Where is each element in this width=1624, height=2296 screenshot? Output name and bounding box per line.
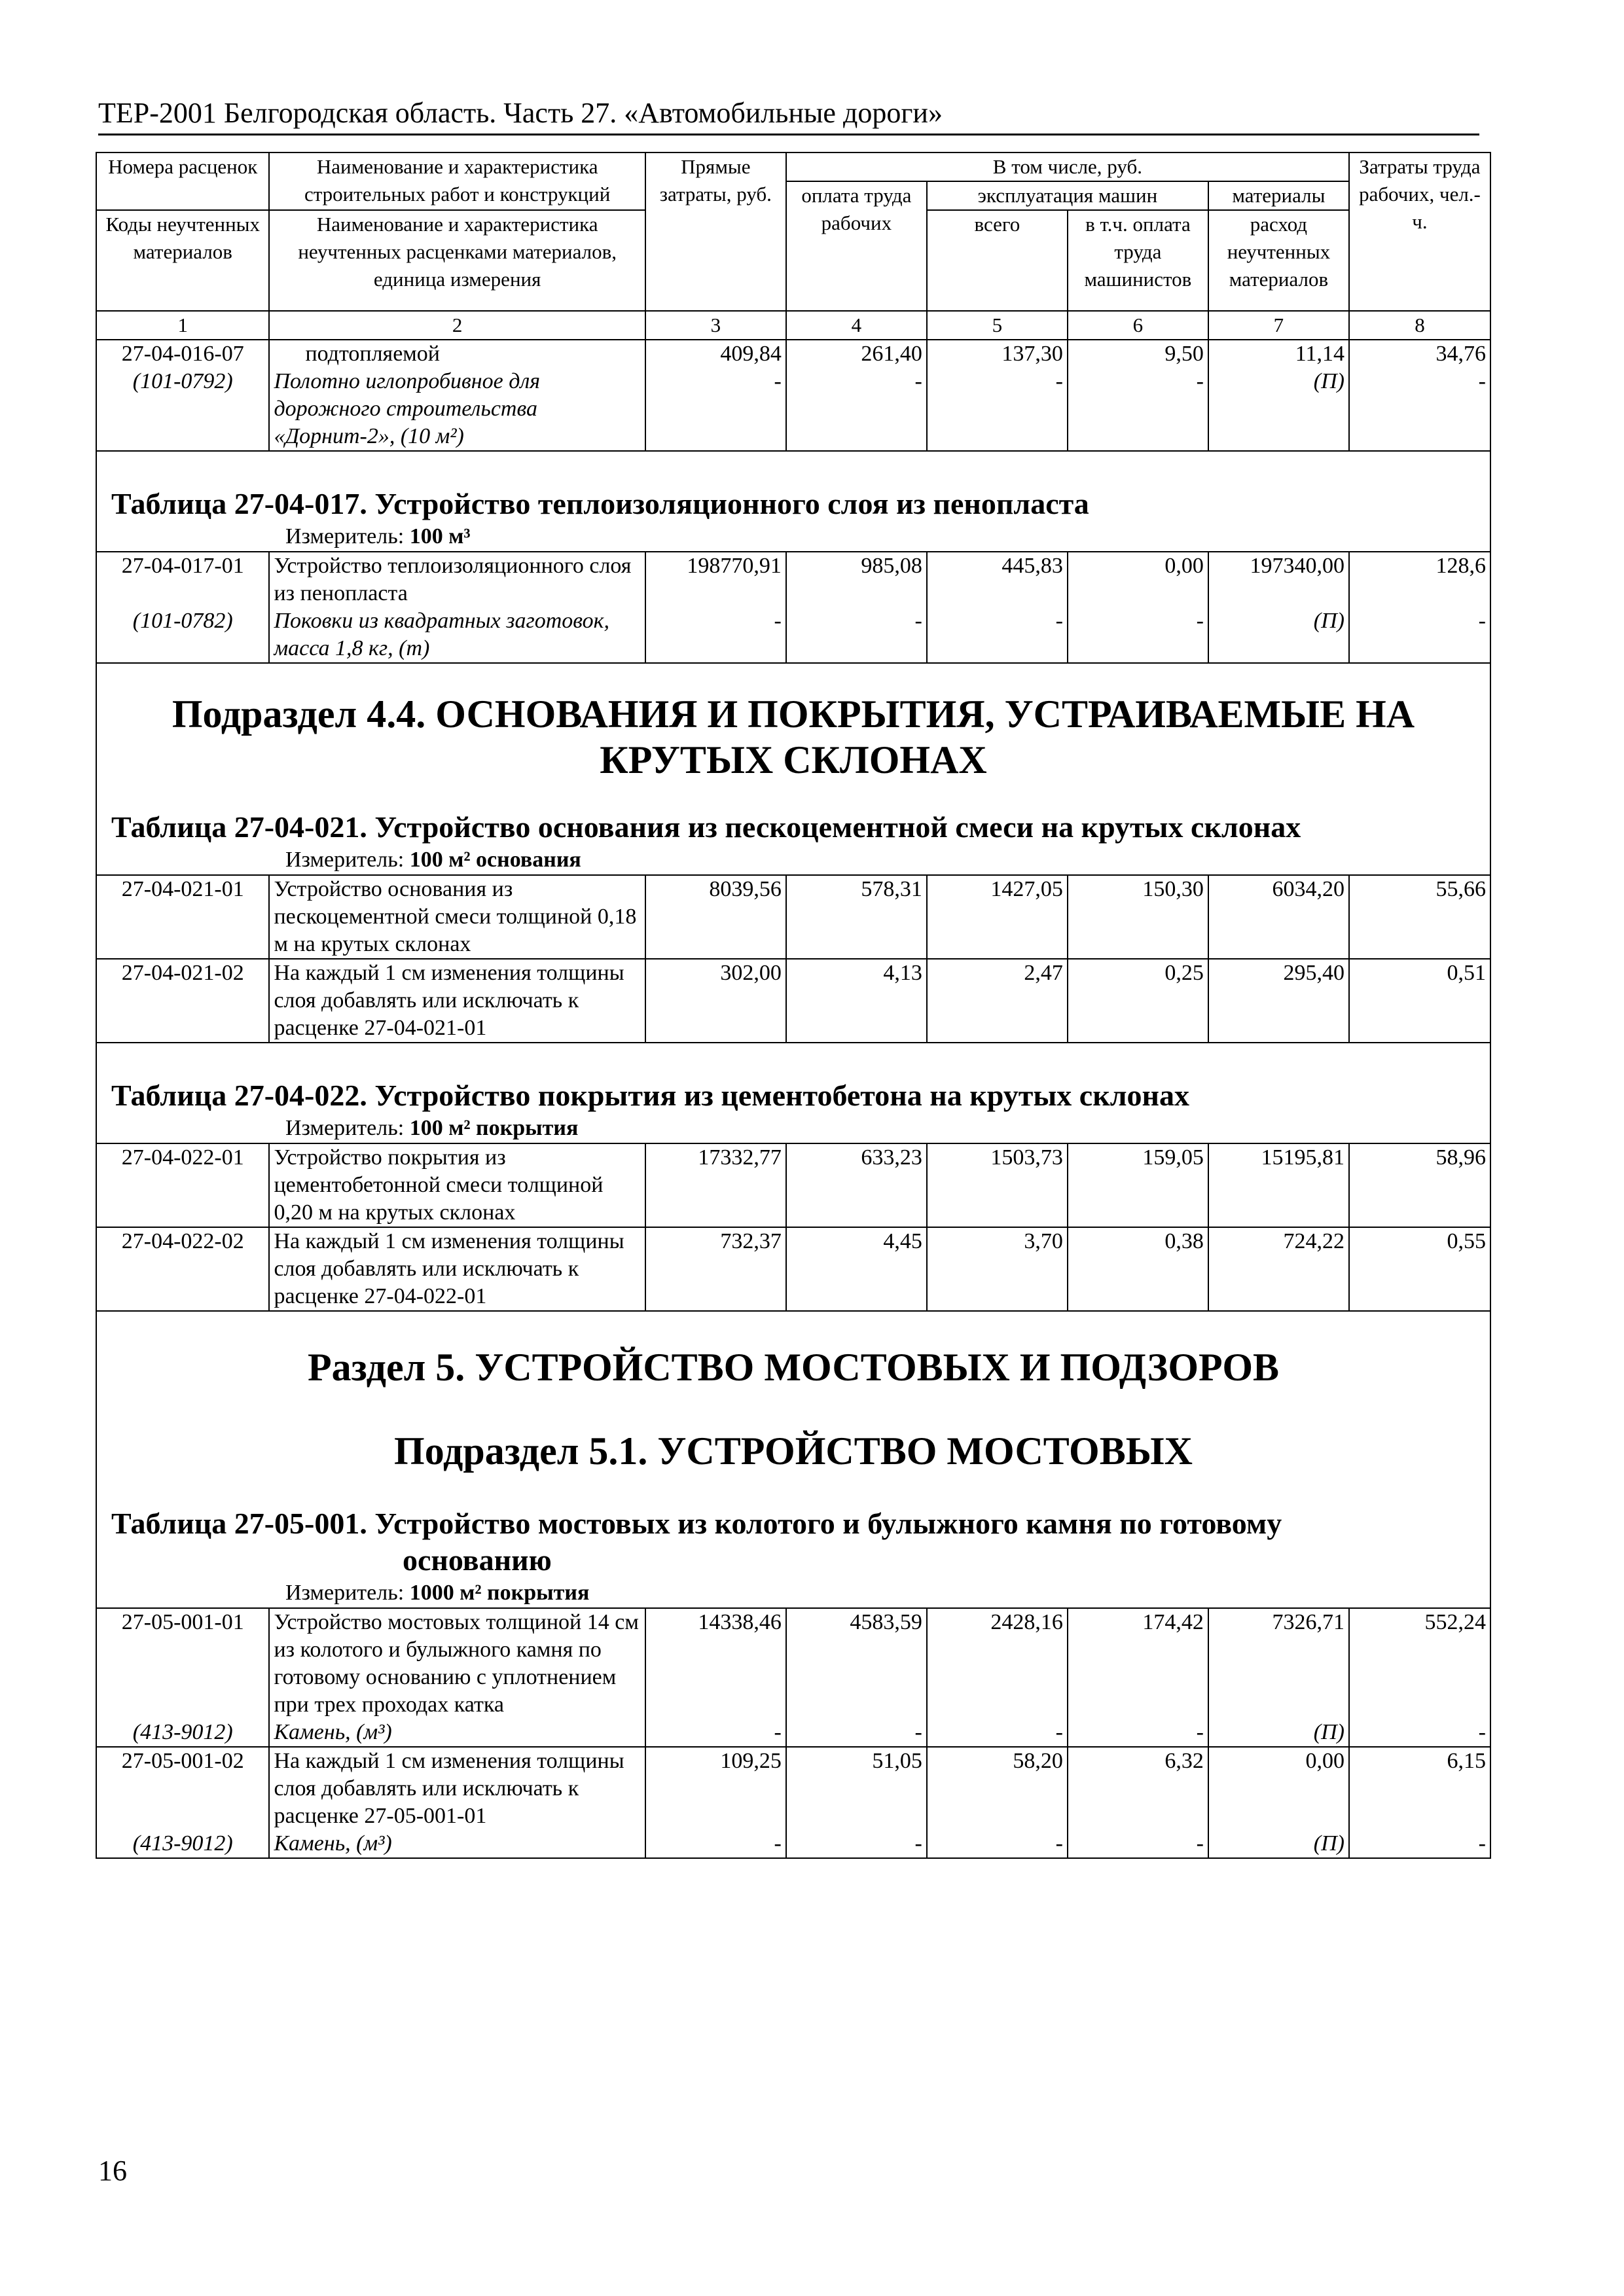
direct-cost: - xyxy=(645,1830,786,1858)
subsection-title: Подраздел 4.4. ОСНОВАНИЯ И ПОКРЫТИЯ, УСТРАИВАЕМЫЕ НА КРУТЫХ СКЛОНАХ xyxy=(171,692,1415,781)
operator-wages: 0,00 xyxy=(1068,552,1208,607)
labor-hours: 58,96 xyxy=(1349,1143,1490,1227)
col-header-machines: эксплуатация машин xyxy=(927,181,1208,210)
col-header-rate-number: Номера расценок xyxy=(96,152,269,210)
direct-cost: 14338,46 xyxy=(645,1608,786,1719)
measure-unit: Измеритель: 100 м² основания xyxy=(285,848,581,872)
table-row xyxy=(96,1747,1490,1830)
rate-name: Устройство основания из пескоцементной смеси толщиной 0,18 м на крутых склонах xyxy=(269,875,645,959)
materials: 197340,00 xyxy=(1208,552,1349,607)
worker-wages: - xyxy=(786,1719,927,1747)
col-number: 5 xyxy=(927,311,1068,340)
col-header-operator-wages: в т.ч. оплата труда машинистов xyxy=(1068,210,1208,311)
measure-unit: Измеритель: 100 м³ xyxy=(285,524,471,548)
labor-hours: - xyxy=(1349,368,1490,451)
rate-code: 27-04-022-02 xyxy=(96,1227,269,1311)
rate-name: Устройство теплоизоляционного слоя из пенопласта xyxy=(269,552,645,607)
table-title: Таблица 27-04-022. Устройство покрытия из цементобетона на крутых склонах xyxy=(111,1079,1190,1112)
worker-wages: - xyxy=(786,368,927,451)
col-header-material-codes: Коды неучтенных материалов xyxy=(96,210,269,311)
worker-wages: - xyxy=(786,607,927,663)
rate-name: Устройство мостовых толщиной 14 см из колотого и булыжного камня по готовому основанию с уплотнением при трех проходах катка xyxy=(269,1608,645,1719)
material-name: Поковки из квадратных заготовок, масса 1,8 кг, (т) xyxy=(269,607,645,663)
operator-wages: - xyxy=(1068,1830,1208,1858)
col-header-machines-total: всего xyxy=(927,210,1068,311)
materials: 15195,81 xyxy=(1208,1143,1349,1227)
labor-hours: 0,55 xyxy=(1349,1227,1490,1311)
machines-total: 2,47 xyxy=(927,959,1068,1043)
measure-unit: Измеритель: 1000 м² покрытия xyxy=(285,1581,590,1605)
materials: 295,40 xyxy=(1208,959,1349,1043)
labor-hours: 6,15 xyxy=(1349,1747,1490,1830)
worker-wages: 578,31 xyxy=(786,875,927,959)
col-number: 8 xyxy=(1349,311,1490,340)
rate-code: 27-04-017-01 xyxy=(96,552,269,607)
measure-unit: Измеритель: 100 м² покрытия xyxy=(285,1116,579,1140)
labor-hours: - xyxy=(1349,1719,1490,1747)
material-code: (413-9012) xyxy=(96,1830,269,1858)
table-row xyxy=(96,1608,1490,1719)
materials: (П) xyxy=(1208,1719,1349,1747)
col-header-worker-wages: оплата труда рабочих xyxy=(786,181,927,311)
col-header-unaccounted-materials: расход неучтенных материалов xyxy=(1208,210,1349,311)
labor-hours: 0,51 xyxy=(1349,959,1490,1043)
labor-hours: 552,24 xyxy=(1349,1608,1490,1719)
worker-wages: 51,05 xyxy=(786,1747,927,1830)
direct-cost: - xyxy=(645,368,786,451)
col-header-direct-costs: Прямые затраты, руб. xyxy=(645,152,786,311)
rate-code: 27-05-001-01 xyxy=(96,1608,269,1719)
rate-name: подтопляемой xyxy=(269,340,645,368)
col-number: 3 xyxy=(645,311,786,340)
direct-cost: - xyxy=(645,607,786,663)
rate-code: 27-04-021-02 xyxy=(96,959,269,1043)
machines-total: - xyxy=(927,1719,1068,1747)
col-number: 7 xyxy=(1208,311,1349,340)
material-code: (101-0792) xyxy=(96,368,269,451)
rate-code: 27-04-021-01 xyxy=(96,875,269,959)
rate-code: 27-04-016-07 xyxy=(96,340,269,368)
running-header: ТЕР-2001 Белгородская область. Часть 27. «Автомобильные дороги» xyxy=(98,96,1479,135)
table-row xyxy=(96,368,1490,451)
table-row xyxy=(96,1830,1490,1858)
machines-total: 3,70 xyxy=(927,1227,1068,1311)
operator-wages: 0,25 xyxy=(1068,959,1208,1043)
machines-total: 58,20 xyxy=(927,1747,1068,1830)
operator-wages: 0,38 xyxy=(1068,1227,1208,1311)
direct-cost: 409,84 xyxy=(645,340,786,368)
materials: 6034,20 xyxy=(1208,875,1349,959)
rate-name: На каждый 1 см изменения толщины слоя добавлять или исключать к расценке 27-04-022-01 xyxy=(269,1227,645,1311)
worker-wages: 633,23 xyxy=(786,1143,927,1227)
direct-cost: - xyxy=(645,1719,786,1747)
col-number: 6 xyxy=(1068,311,1208,340)
material-name: Полотно иглопробивное для дорожного строительства «Дорнит-2», (10 м²) xyxy=(269,368,645,451)
operator-wages: 174,42 xyxy=(1068,1608,1208,1719)
operator-wages: 150,30 xyxy=(1068,875,1208,959)
table-row xyxy=(96,607,1490,663)
table-row xyxy=(96,340,1490,368)
labor-hours: - xyxy=(1349,1830,1490,1858)
material-code: (101-0782) xyxy=(96,607,269,663)
material-name: Камень, (м³) xyxy=(269,1719,645,1747)
col-number: 2 xyxy=(269,311,645,340)
machines-total: 1427,05 xyxy=(927,875,1068,959)
operator-wages: 9,50 xyxy=(1068,340,1208,368)
operator-wages: 6,32 xyxy=(1068,1747,1208,1830)
operator-wages: - xyxy=(1068,1719,1208,1747)
labor-hours: - xyxy=(1349,607,1490,663)
rate-code: 27-04-022-01 xyxy=(96,1143,269,1227)
materials: (П) xyxy=(1208,1830,1349,1858)
operator-wages: - xyxy=(1068,368,1208,451)
worker-wages: 4,45 xyxy=(786,1227,927,1311)
table-row xyxy=(96,552,1490,607)
materials: (П) xyxy=(1208,368,1349,451)
direct-cost: 198770,91 xyxy=(645,552,786,607)
page-number: 16 xyxy=(98,2155,127,2187)
table-row xyxy=(96,1719,1490,1747)
col-header-materials: материалы xyxy=(1208,181,1349,210)
subsection-title: Подраздел 5.1. УСТРОЙСТВО МОСТОВЫХ xyxy=(394,1429,1193,1473)
labor-hours: 55,66 xyxy=(1349,875,1490,959)
rate-name: На каждый 1 см изменения толщины слоя добавлять или исключать к расценке 27-05-001-01 xyxy=(269,1747,645,1830)
table-title: Таблица 27-04-017. Устройство теплоизоляционного слоя из пенопласта xyxy=(111,487,1089,520)
table-title: Таблица 27-04-021. Устройство основания из пескоцементной смеси на крутых склонах xyxy=(111,810,1301,844)
machines-total: 445,83 xyxy=(927,552,1068,607)
material-code: (413-9012) xyxy=(96,1719,269,1747)
col-number: 4 xyxy=(786,311,927,340)
direct-cost: 8039,56 xyxy=(645,875,786,959)
material-name: Камень, (м³) xyxy=(269,1830,645,1858)
table-row xyxy=(96,875,1490,959)
machines-total: - xyxy=(927,1830,1068,1858)
table-row xyxy=(96,1227,1490,1311)
col-header-including: В том числе, руб. xyxy=(786,152,1349,181)
table-title: Таблица 27-05-001. Устройство мостовых из колотого и булыжного камня по готовому основанию xyxy=(111,1507,1282,1577)
table-row xyxy=(96,959,1490,1043)
labor-hours: 128,6 xyxy=(1349,552,1490,607)
price-table xyxy=(96,152,1491,1859)
col-header-labor-cost: Затраты труда рабочих, чел.-ч. xyxy=(1349,152,1490,311)
worker-wages: 4,13 xyxy=(786,959,927,1043)
rate-name: На каждый 1 см изменения толщины слоя добавлять или исключать к расценке 27-04-021-01 xyxy=(269,959,645,1043)
machines-total: 137,30 xyxy=(927,340,1068,368)
column-numbers-row xyxy=(96,311,1490,340)
rate-name: Устройство покрытия из цементобетонной смеси толщиной 0,20 м на крутых склонах xyxy=(269,1143,645,1227)
section-title: Раздел 5. УСТРОЙСТВО МОСТОВЫХ И ПОДЗОРОВ xyxy=(307,1346,1280,1389)
machines-total: 2428,16 xyxy=(927,1608,1068,1719)
operator-wages: - xyxy=(1068,607,1208,663)
worker-wages: - xyxy=(786,1830,927,1858)
materials: 11,14 xyxy=(1208,340,1349,368)
direct-cost: 109,25 xyxy=(645,1747,786,1830)
col-header-work-name: Наименование и характеристика строительных работ и конструкций xyxy=(269,152,645,210)
machines-total: - xyxy=(927,368,1068,451)
direct-cost: 732,37 xyxy=(645,1227,786,1311)
materials: 7326,71 xyxy=(1208,1608,1349,1719)
direct-cost: 17332,77 xyxy=(645,1143,786,1227)
labor-hours: 34,76 xyxy=(1349,340,1490,368)
materials: 0,00 xyxy=(1208,1747,1349,1830)
worker-wages: 4583,59 xyxy=(786,1608,927,1719)
col-number: 1 xyxy=(96,311,269,340)
machines-total: 1503,73 xyxy=(927,1143,1068,1227)
direct-cost: 302,00 xyxy=(645,959,786,1043)
worker-wages: 985,08 xyxy=(786,552,927,607)
operator-wages: 159,05 xyxy=(1068,1143,1208,1227)
machines-total: - xyxy=(927,607,1068,663)
table-row xyxy=(96,1143,1490,1227)
col-header-material-names: Наименование и характеристика неучтенных расценками материалов, единица измерения xyxy=(269,210,645,311)
materials: (П) xyxy=(1208,607,1349,663)
materials: 724,22 xyxy=(1208,1227,1349,1311)
rate-code: 27-05-001-02 xyxy=(96,1747,269,1830)
worker-wages: 261,40 xyxy=(786,340,927,368)
